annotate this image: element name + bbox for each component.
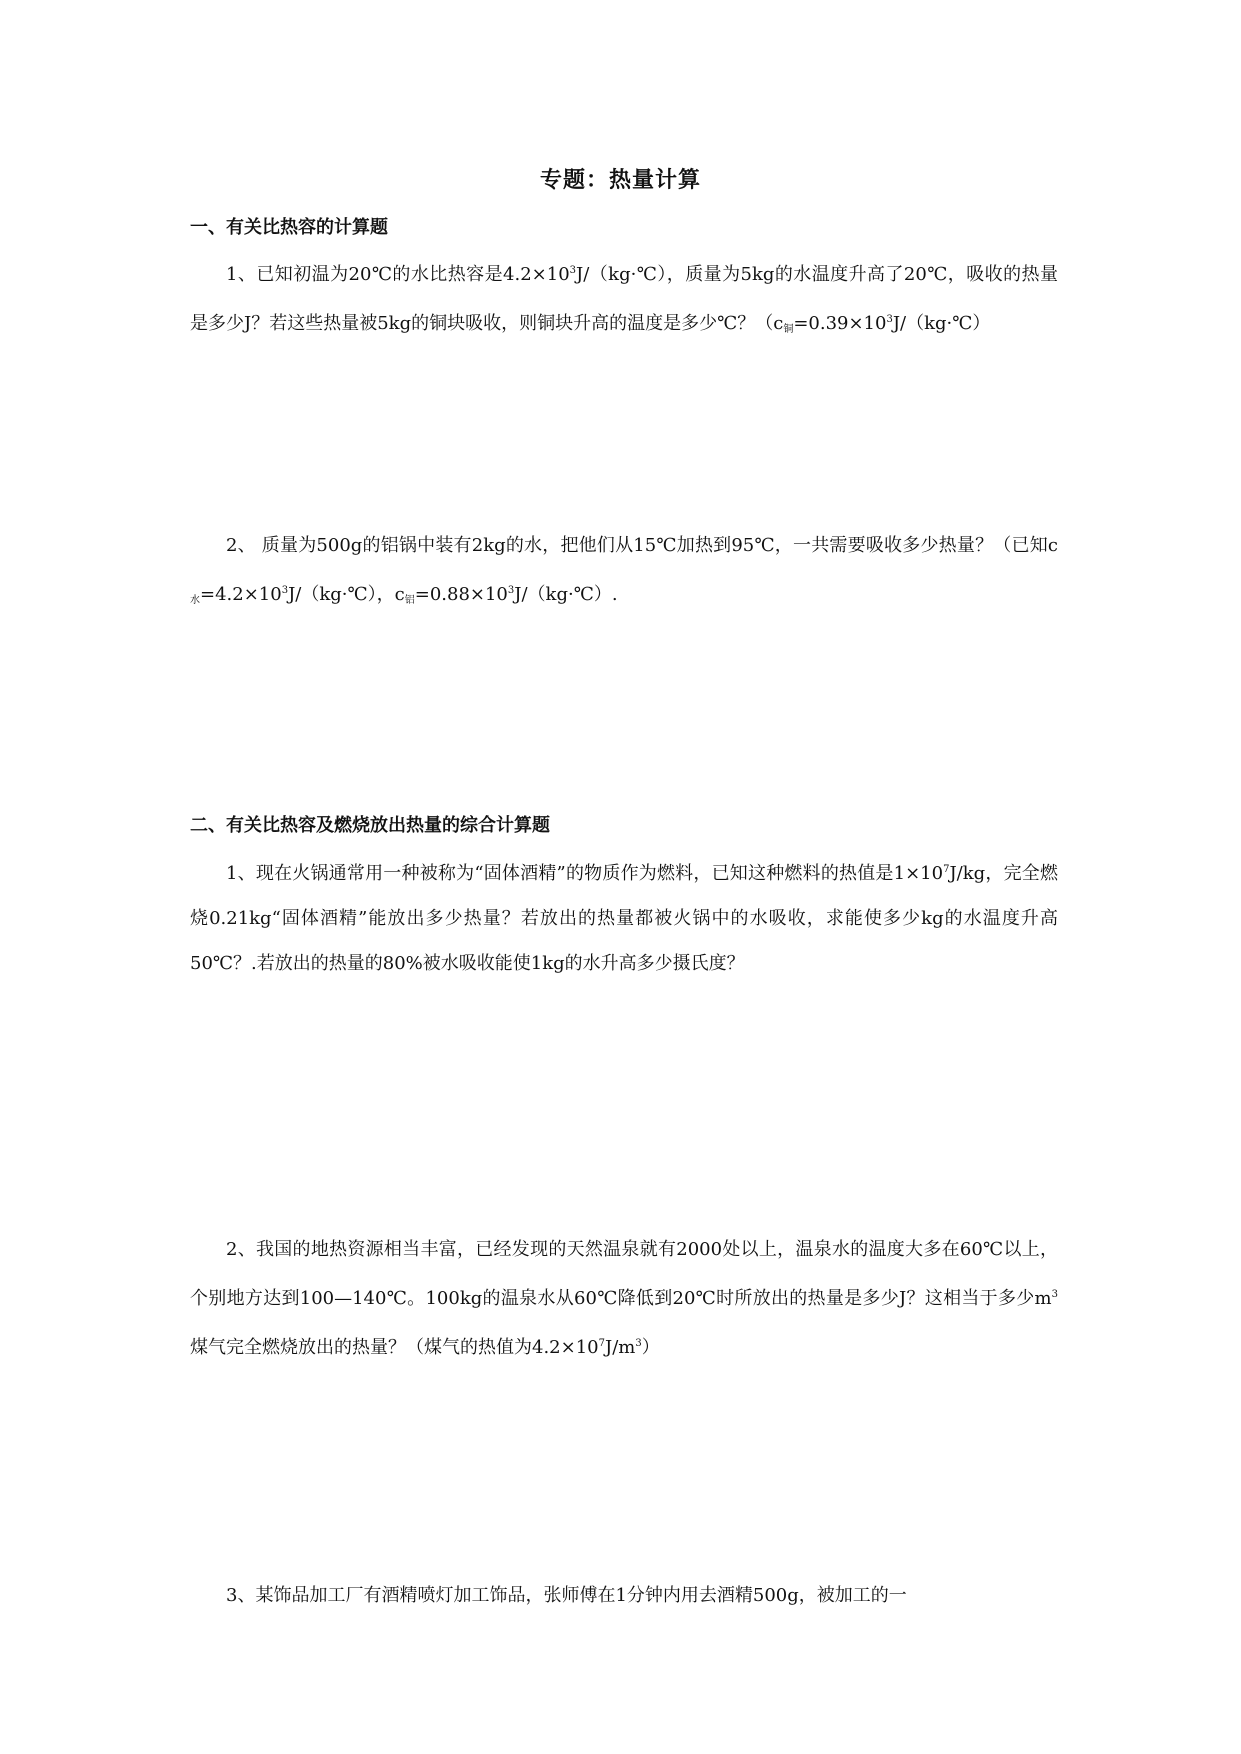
section-heading-1: 一、有关比热容的计算题: [190, 217, 388, 238]
question-1-2: 2、 质量为500g的铝锅中装有2kg的水，把他们从15℃加热到95℃，一共需要吸收多少热量？（已知$c_水=4.2\times 10^3J/(kg\cdot℃)$，$c_铝=0.88\times 10^3J/(kg\cdot℃)$.: [190, 535, 1058, 606]
question-2-1: 1、现在火锅通常用一种被称为“固体酒精”的物质作为燃料，已知这种燃料的热值是$1\times 10^7J/kg$，完全燃烧0.21kg“固体酒精”能放出多少热量？若放出的热量都被火锅中的水吸收，求能使多少kg的水温度升高50℃？.若放出的热量的80%被水吸收能使1kg的水升高多少摄氏度？: [190, 863, 1058, 974]
question-2-3: 3、某饰品加工厂有酒精喷灯加工饰品，张师傅在1分钟内用去酒精500g，被加工的一: [226, 1585, 907, 1606]
section-heading-2: 二、有关比热容及燃烧放出热量的综合计算题: [190, 815, 550, 836]
question-2-2: 2、我国的地热资源相当丰富，已经发现的天然温泉就有2000处以上，温泉水的温度大多在60℃以上，个别地方达到100—140℃。100kg的温泉水从60℃降低到20℃时所放出的热量是多少J？这相当于多少$m^3$煤气完全燃烧放出的热量？（煤气的热值为$4.2\times 10^7J/m^3$）: [190, 1239, 1058, 1358]
page-title: 专题：热量计算: [539, 168, 701, 193]
question-1-1: 1、已知初温为20℃的水比热容是$4.2\times 10^3J/(kg\cdot℃)$，质量为5kg的水温度升高了20℃，吸收的热量是多少J？若这些热量被5kg的铜块吸收，则铜块升高的温度是多少℃？（$c_铜=0.39\times 10^3J/(kg\cdot℃)$: [190, 264, 1058, 335]
